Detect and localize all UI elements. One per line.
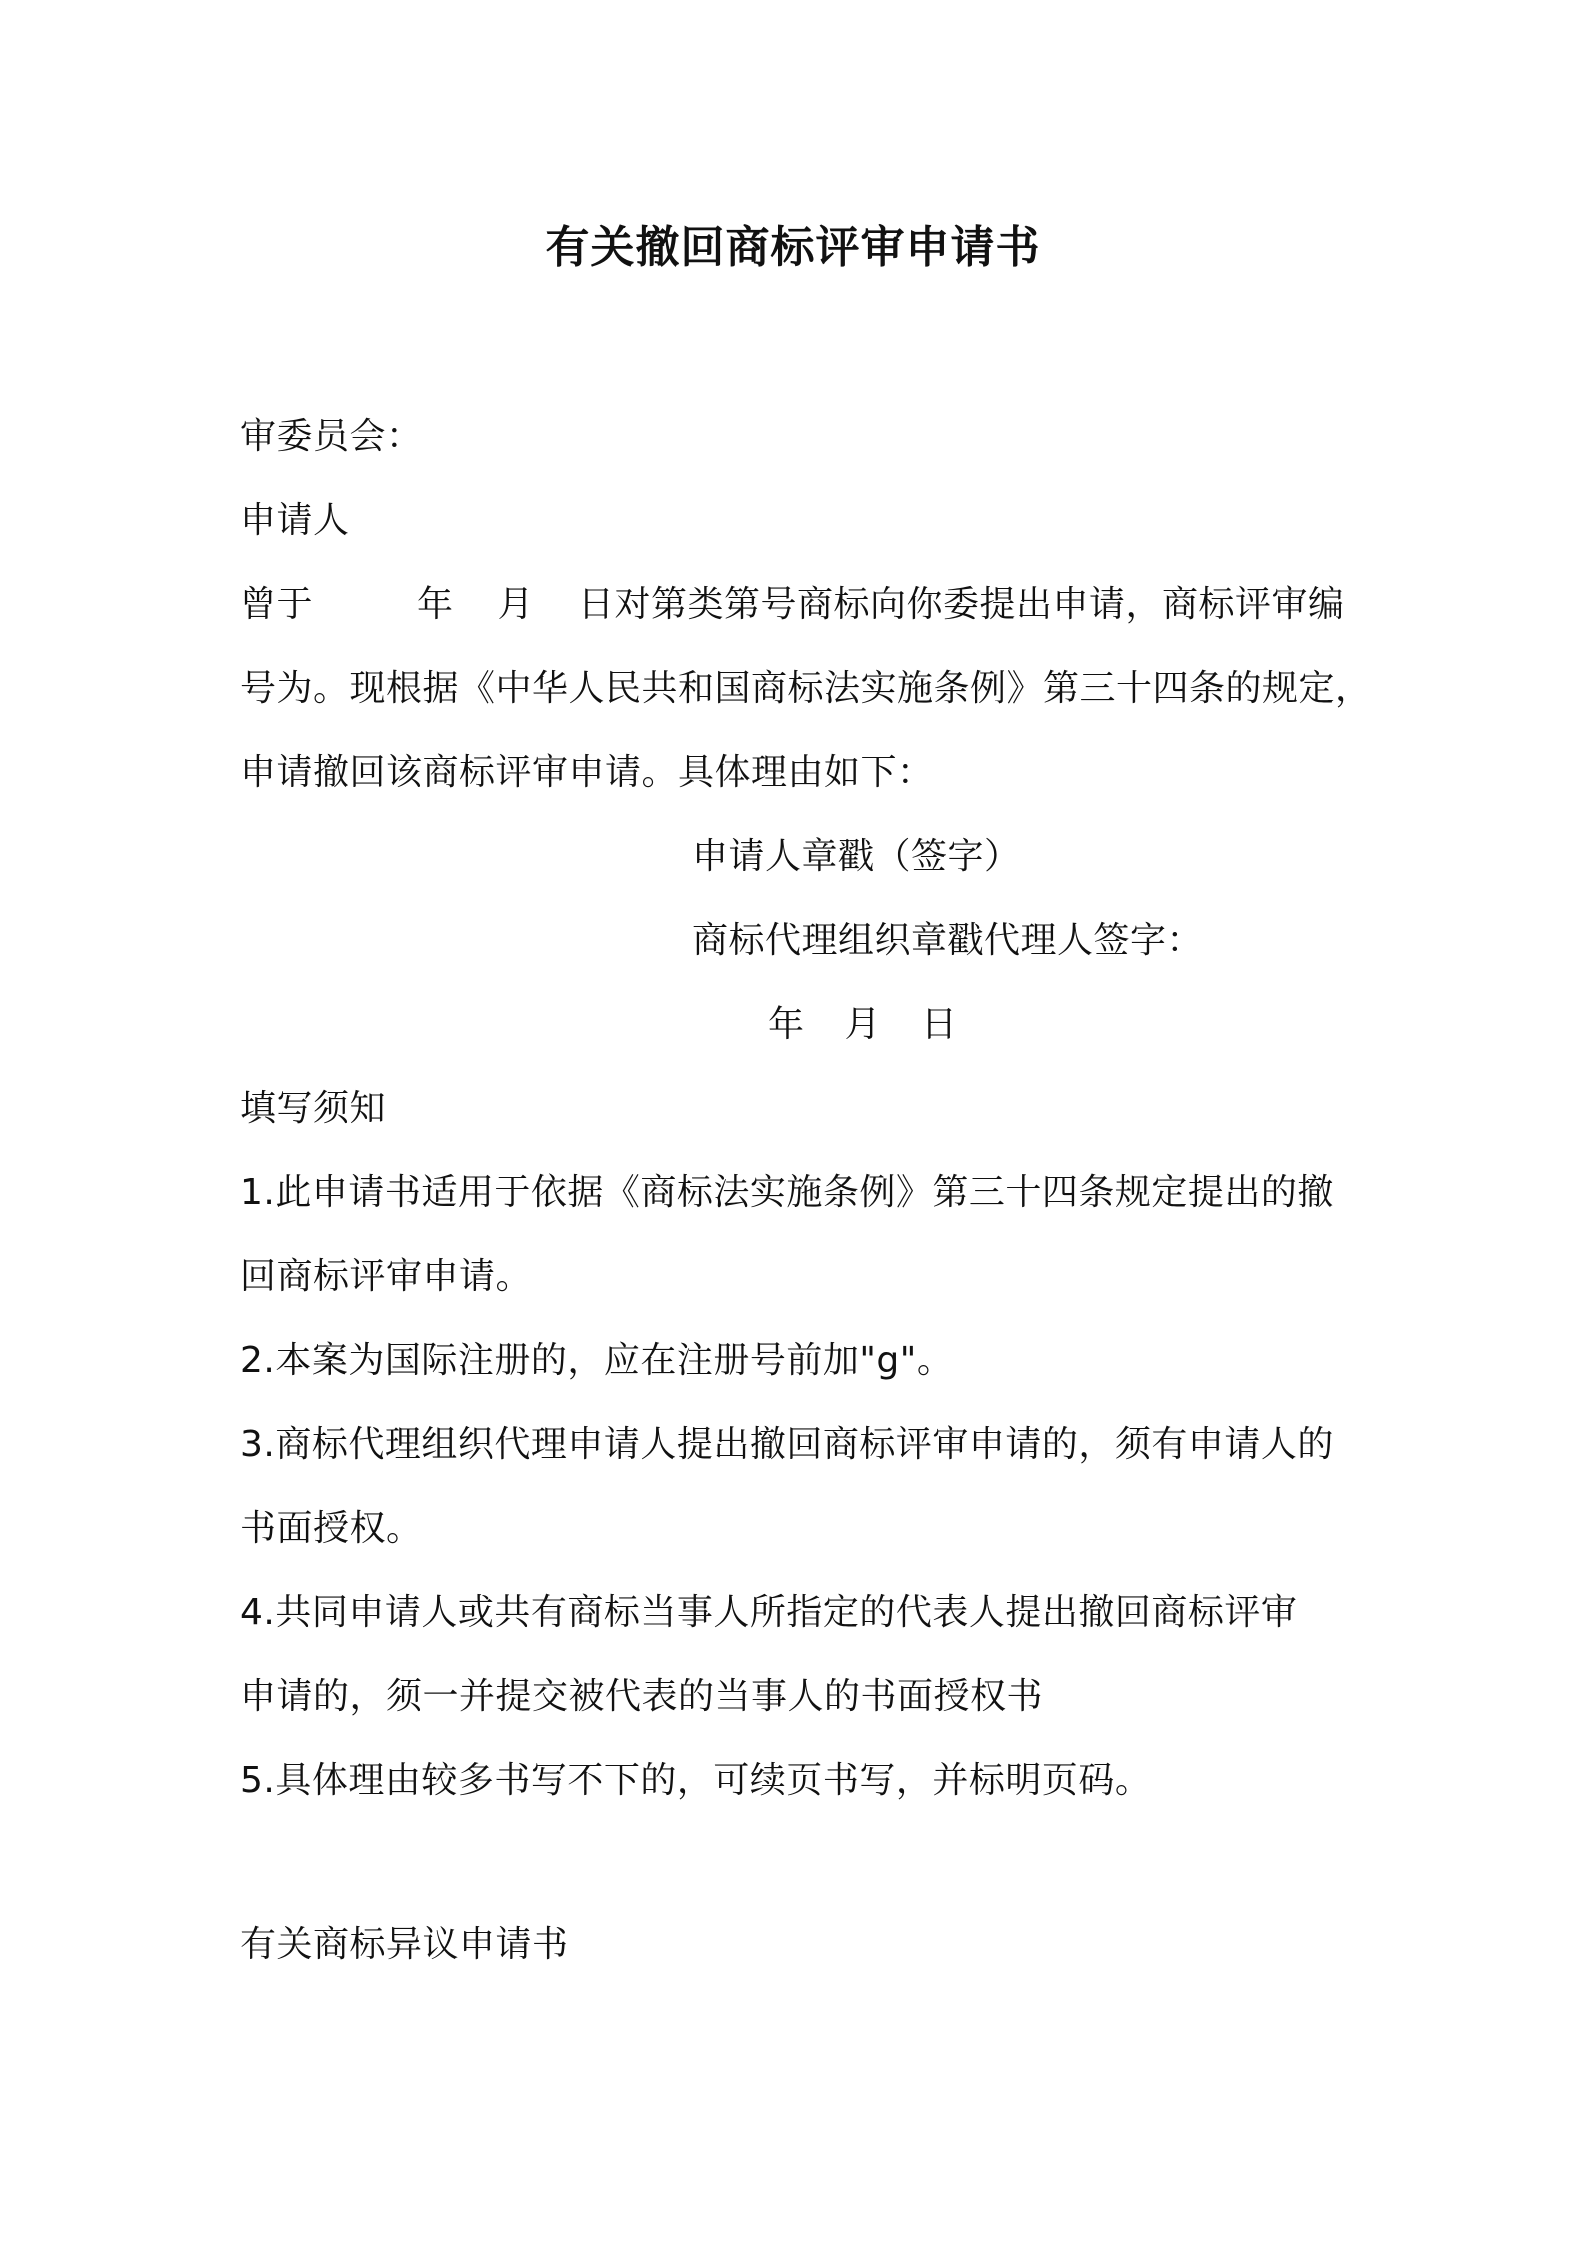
applicant-seal-label: 申请人章戳（签字）	[692, 836, 1021, 877]
applicant-label: 申请人	[240, 500, 350, 541]
note-item-3-line-2: 书面授权。	[240, 1508, 423, 1549]
body-line-1	[240, 583, 1345, 627]
body-line-1-year: 年	[417, 584, 454, 625]
note-item-5: 5.具体理由较多书写不下的，可续页书写，并标明页码。	[240, 1760, 1152, 1801]
note-item-1-line-1: 1.此申请书适用于依据《商标法实施条例》第三十四条规定提出的撤	[240, 1172, 1334, 1213]
note-item-3-line-1: 3.商标代理组织代理申请人提出撤回商标评审申请的，须有申请人的	[240, 1424, 1334, 1465]
signature-date-month: 月	[844, 1004, 882, 1045]
body-line-1-rest: 日对第类第号商标向你委提出申请，商标评审编	[578, 584, 1345, 625]
body-line-1-month: 月	[497, 584, 535, 625]
next-section-title: 有关商标异议申请书	[240, 1924, 569, 1965]
note-item-4-line-1: 4.共同申请人或共有商标当事人所指定的代表人提出撤回商标评审	[240, 1592, 1298, 1633]
document-title: 有关撤回商标评审申请书	[545, 222, 1041, 273]
body-line-2: 号为。现根据《中华人民共和国商标法实施条例》第三十四条的规定，	[240, 668, 1372, 709]
signature-date	[768, 1003, 958, 1047]
body-line-1-prefix: 曾于	[240, 584, 314, 625]
note-item-4-line-2: 申请的，须一并提交被代表的当事人的书面授权书	[240, 1676, 1044, 1717]
body-line-3: 申请撤回该商标评审申请。具体理由如下：	[240, 752, 934, 793]
note-item-1-line-2: 回商标评审申请。	[240, 1256, 533, 1297]
agent-seal-label: 商标代理组织章戳代理人签字：	[692, 920, 1204, 961]
signature-date-day: 日	[921, 1004, 958, 1045]
addressee: 审委员会：	[240, 416, 423, 457]
notes-heading: 填写须知	[240, 1088, 387, 1129]
signature-date-year: 年	[768, 1004, 805, 1045]
note-item-2: 2.本案为国际注册的，应在注册号前加"g"。	[240, 1340, 954, 1381]
